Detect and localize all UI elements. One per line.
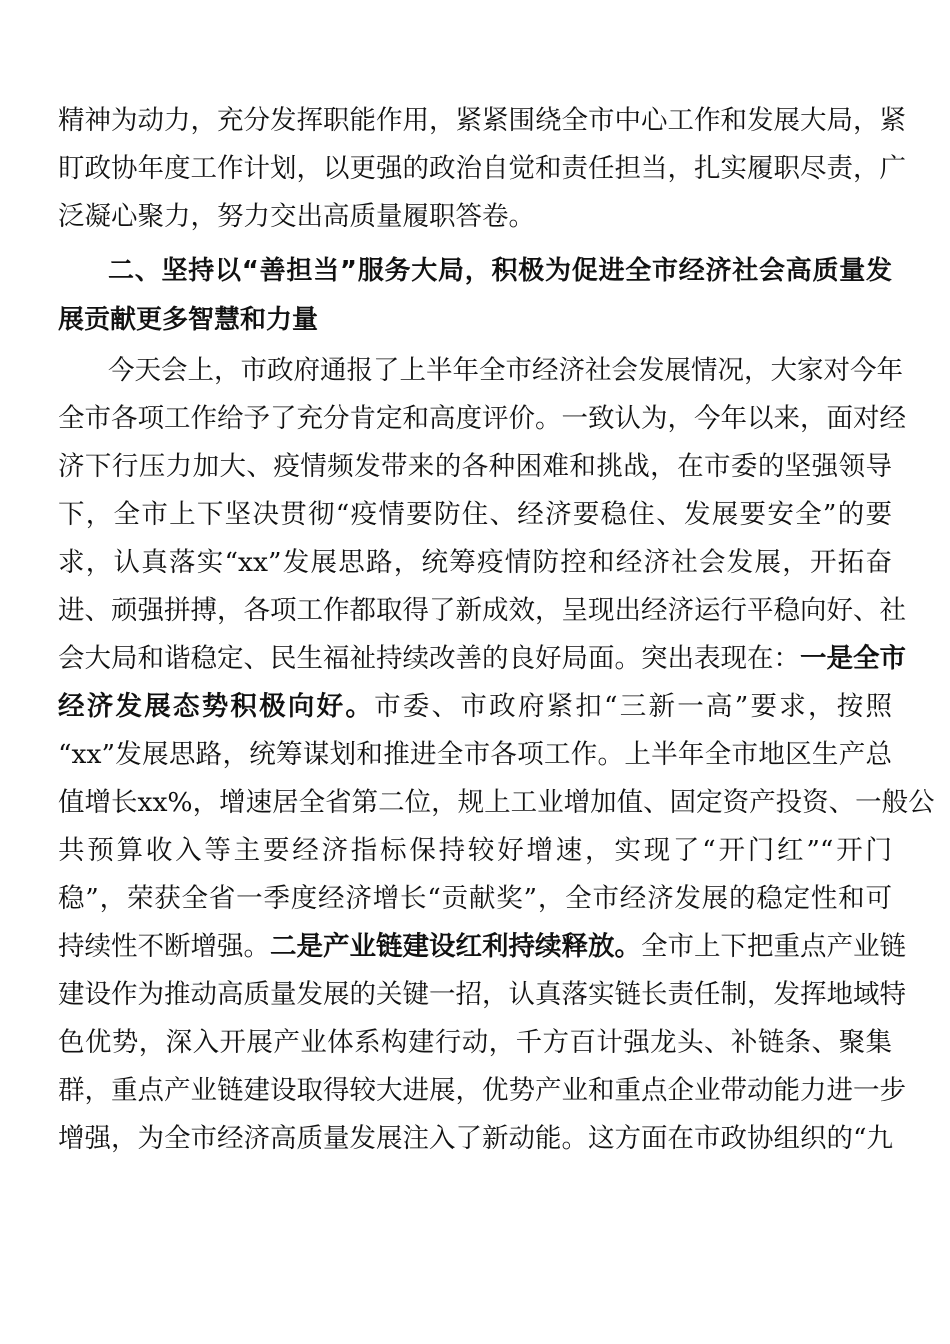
paragraph-line: [58, 923, 906, 971]
bold-lead-phrase: 一是全市: [800, 643, 906, 674]
paragraph-line: 共预算收入等主要经济指标保持较好增速，实现了“开门红”“开门: [58, 835, 892, 866]
paragraph-line: 济下行压力加大、疫情频发带来的各种困难和挑战，在市委的坚强领导: [58, 451, 892, 482]
paragraph-text: 持续性不断增强。: [58, 931, 270, 962]
paragraph-text: 全市上下把重点产业链: [641, 931, 906, 962]
paragraph-line: 求，认真落实“xx”发展思路，统筹疫情防控和经济社会发展，开拓奋: [58, 547, 892, 578]
paragraph-line: 精神为动力，充分发挥职能作用，紧紧围绕全市中心工作和发展大局，紧: [58, 105, 906, 136]
paragraph-line: 泛凝心聚力，努力交出高质量履职答卷。: [58, 201, 535, 232]
paragraph-line: 稳”，荣获全省一季度经济增长“贡献奖”，全市经济发展的稳定性和可: [58, 883, 892, 914]
bold-lead-phrase: 经济发展态势积极向好。: [58, 691, 375, 722]
paragraph-text: 市委、市政府紧扣“三新一高”要求，按照: [374, 691, 892, 722]
section-heading: 二、坚持以“善担当”服务大局，积极为促进全市经济社会高质量发: [108, 256, 892, 286]
paragraph-line: 全市各项工作给予了充分肯定和高度评价。一致认为，今年以来，面对经: [58, 403, 906, 434]
paragraph-line: 今天会上，市政府通报了上半年全市经济社会发展情况，大家对今年: [108, 355, 903, 386]
paragraph-line: “xx”发展思路，统筹谋划和推进全市各项工作。上半年全市地区生产总: [58, 739, 892, 770]
paragraph-line: [58, 635, 906, 683]
paragraph-line: 盯政协年度工作计划，以更强的政治自觉和责任担当，扎实履职尽责，广: [58, 153, 906, 184]
paragraph-line: 群，重点产业链建设取得较大进展，优势产业和重点企业带动能力进一步: [58, 1075, 906, 1106]
bold-lead-phrase: 二是产业链建设红利持续释放。: [270, 931, 641, 962]
paragraph-text: 会大局和谐稳定、民生福祉持续改善的良好局面。突出表现在：: [58, 643, 800, 674]
paragraph-line: 值增长xx%，增速居全省第二位，规上工业增加值、固定资产投资、一般公: [58, 787, 935, 818]
paragraph-line: 色优势，深入开展产业体系构建行动，千方百计强龙头、补链条、聚集: [58, 1027, 892, 1058]
paragraph-line: 建设作为推动高质量发展的关键一招，认真落实链长责任制，发挥地域特: [58, 979, 906, 1010]
paragraph-line: 下，全市上下坚决贯彻“疫情要防住、经济要稳住、发展要安全”的要: [58, 499, 892, 530]
paragraph-line: 增强，为全市经济高质量发展注入了新动能。这方面在市政协组织的“九: [58, 1123, 894, 1154]
section-heading: 展贡献更多智慧和力量: [58, 305, 319, 335]
paragraph-line: 进、顽强拼搏，各项工作都取得了新成效，呈现出经济运行平稳向好、社: [58, 595, 906, 626]
paragraph-line: [58, 683, 892, 731]
